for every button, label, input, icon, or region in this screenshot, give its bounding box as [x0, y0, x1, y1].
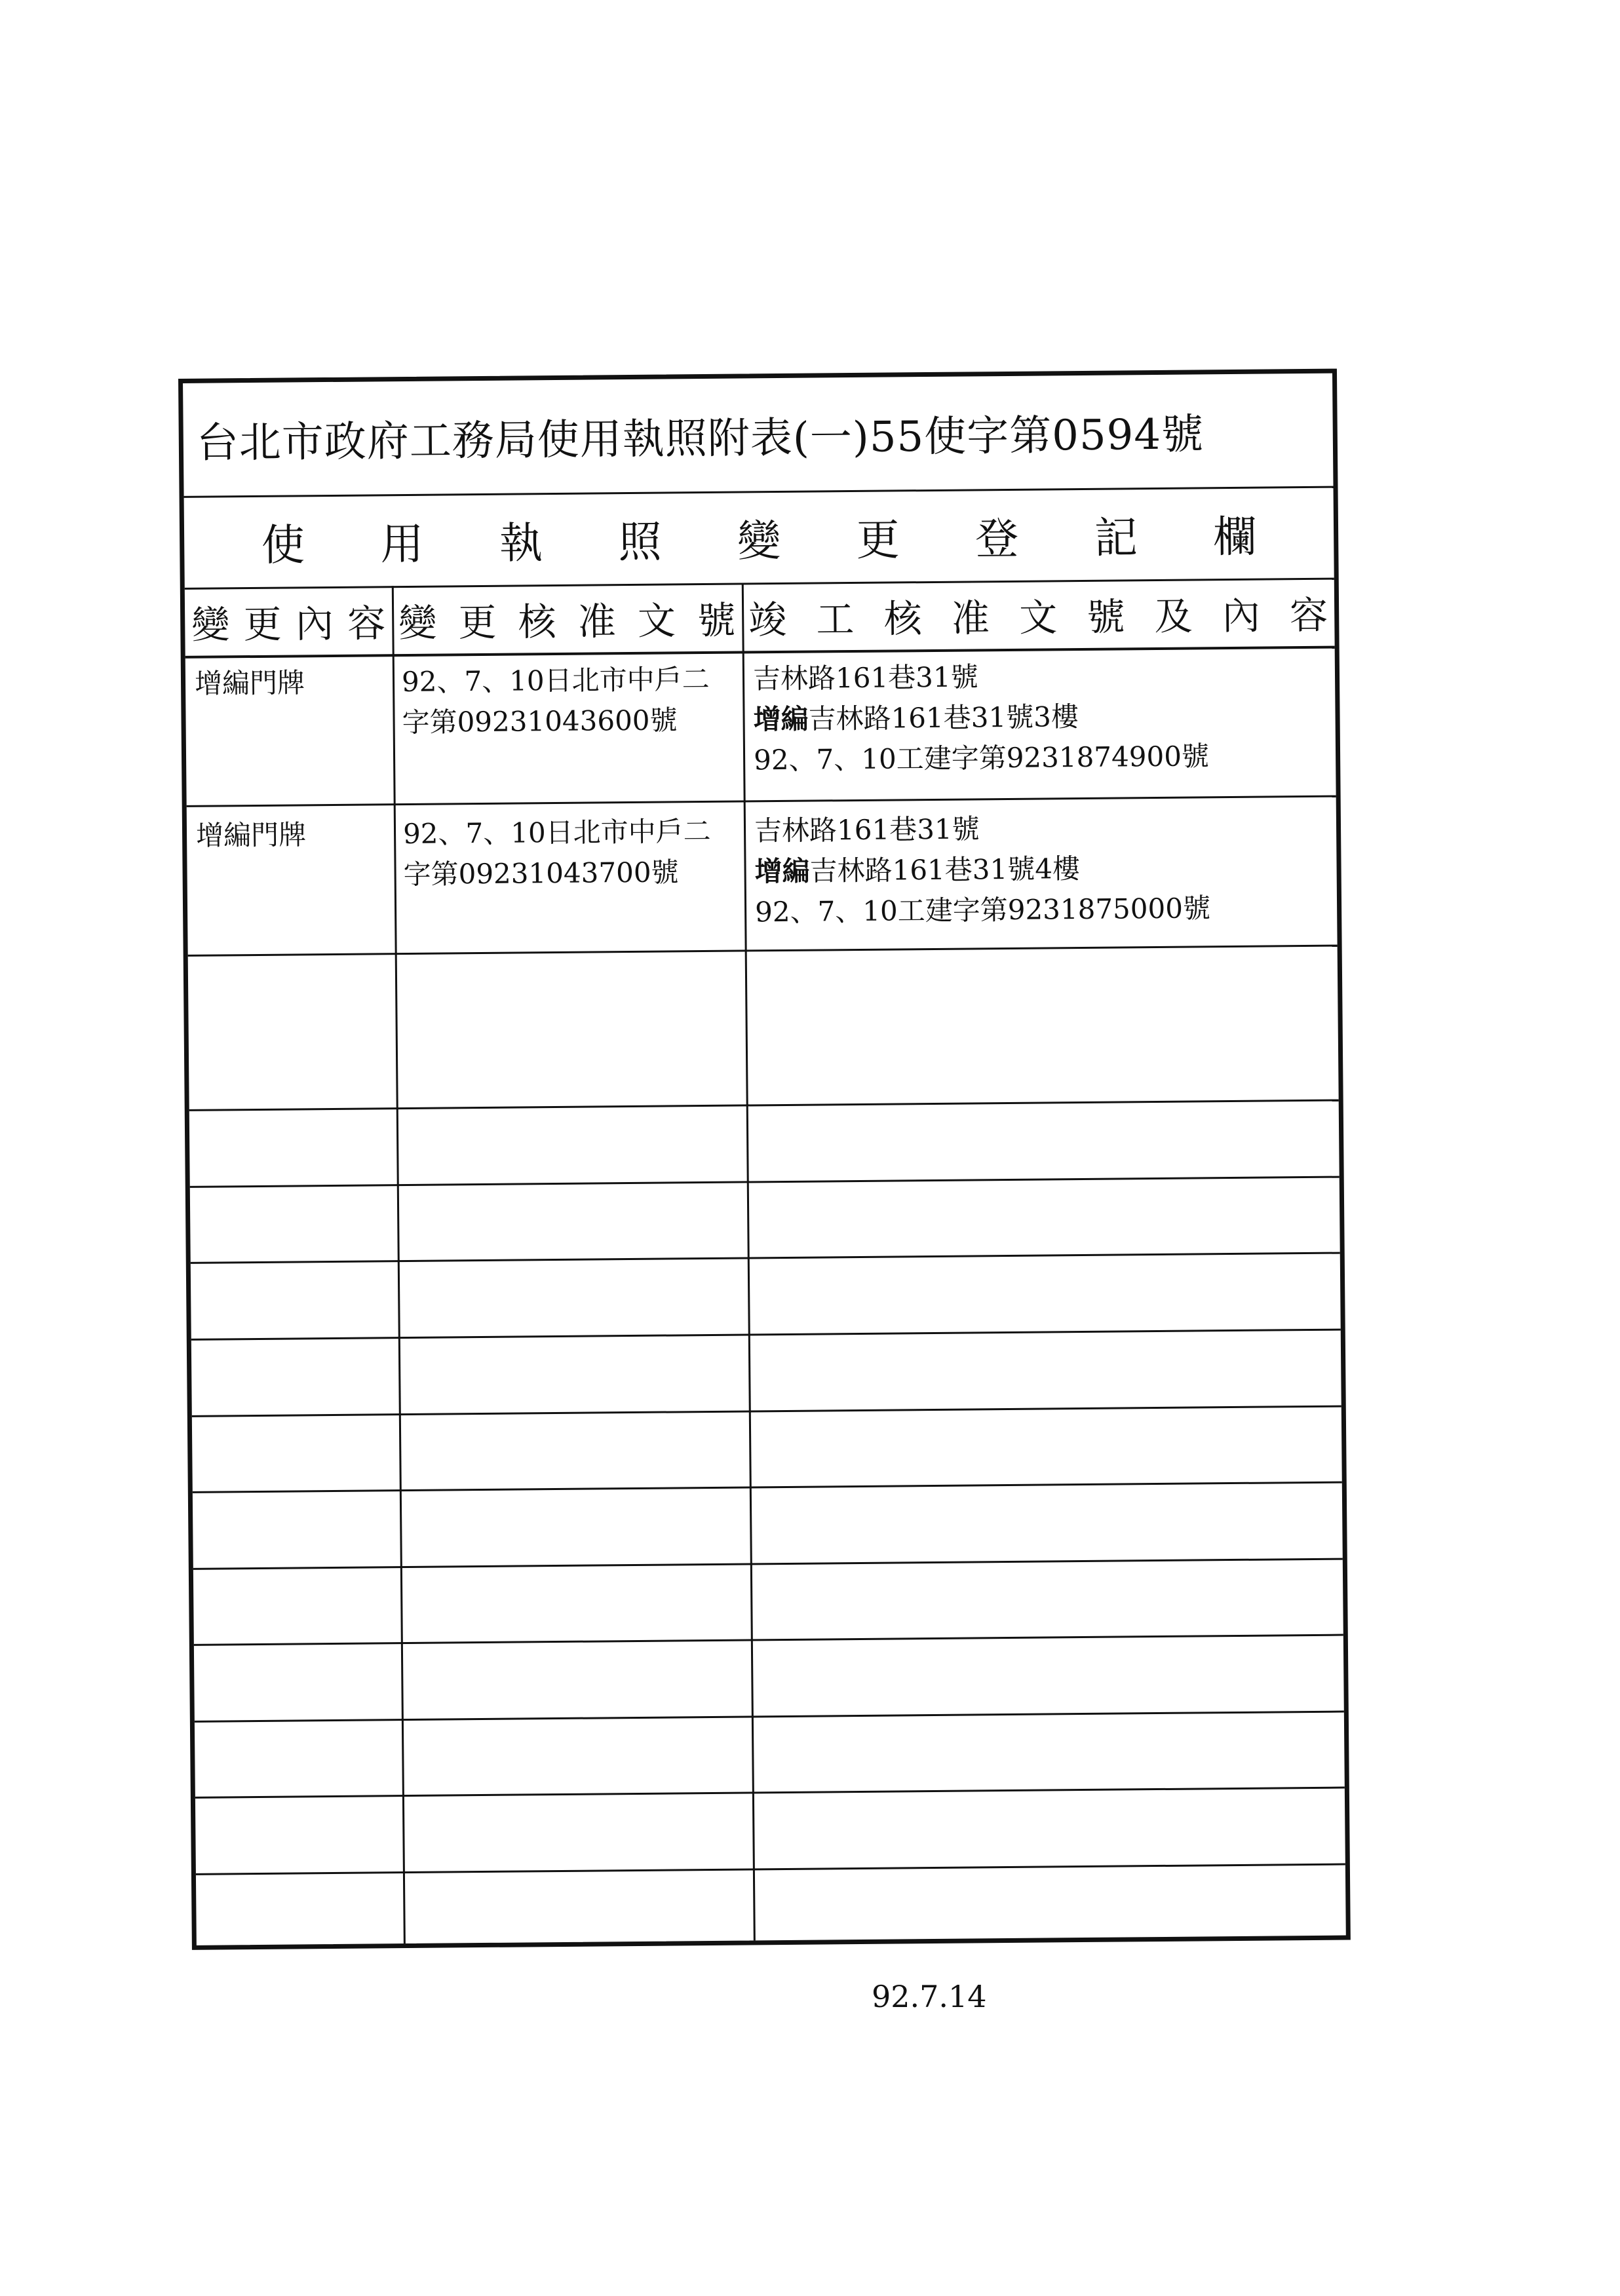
section-heading-char: 登 [974, 513, 1019, 564]
row-divider [187, 795, 1336, 807]
row-divider [196, 1864, 1345, 1875]
column-divider [742, 583, 756, 1940]
row-divider [195, 1787, 1345, 1799]
completion-address: 吉林路161巷31號3樓 [808, 700, 1079, 735]
row-divider [191, 1329, 1341, 1341]
approval-line: 92、7、10日北市中戶二 [401, 662, 710, 698]
header-char: 更 [243, 602, 282, 647]
row-divider [192, 1406, 1341, 1417]
completion-address: 吉林路161巷31號4樓 [809, 852, 1081, 887]
row-divider [195, 1711, 1344, 1723]
row-divider [190, 1176, 1340, 1188]
license-annex-table [178, 369, 1351, 1950]
header-char: 核 [518, 599, 556, 645]
header-char: 變 [191, 602, 230, 647]
header-char: 准 [577, 599, 617, 644]
header-char: 容 [347, 601, 386, 646]
completion-line: 92、7、10工建字第9231875000號 [754, 892, 1211, 928]
section-heading-char: 執 [499, 517, 543, 569]
completion-line [753, 695, 1208, 740]
header-char: 變 [398, 600, 437, 646]
header-char: 准 [951, 596, 990, 641]
completion-line [754, 847, 1210, 892]
footer-date: 92.7.14 [872, 1979, 987, 2014]
header-char: 及 [1154, 594, 1193, 640]
table-row-1-approval [402, 659, 710, 743]
header-char: 文 [637, 598, 676, 643]
header-char: 更 [458, 600, 497, 645]
approval-line: 字第09231043600號 [402, 704, 678, 739]
completion-line: 吉林路161巷31號 [752, 660, 978, 695]
table-row-2-completion [754, 807, 1210, 932]
section-heading-char: 變 [737, 515, 781, 567]
approval-line: 字第09231043700號 [403, 856, 679, 891]
row-divider [193, 1558, 1343, 1570]
header-char: 核 [883, 596, 923, 641]
row-divider [189, 1100, 1339, 1111]
header-char: 內 [295, 601, 334, 647]
document-title: 台北市政府工務局使用執照附表(一)55使字第0594號 [183, 373, 1333, 498]
column-divider [392, 586, 406, 1943]
section-heading-char: 用 [380, 518, 424, 569]
approval-line: 92、7、10日北市中戶二 [402, 814, 711, 851]
row-divider [188, 945, 1338, 957]
row-divider [193, 1482, 1342, 1493]
header-char: 號 [697, 598, 736, 643]
section-heading [184, 486, 1334, 590]
section-heading-char: 記 [1094, 512, 1138, 564]
header-char: 工 [816, 597, 855, 642]
table-row-2-approval [403, 811, 712, 895]
completion-line: 吉林路161巷31號 [754, 813, 980, 847]
header-char: 容 [1289, 592, 1328, 638]
section-heading-char: 欄 [1212, 511, 1257, 562]
row-divider [191, 1252, 1340, 1264]
table-row-2-change: 增編門牌 [195, 818, 307, 852]
column-header-change-content [185, 586, 393, 656]
section-heading-char: 更 [856, 514, 900, 565]
column-header-completion-approval [742, 578, 1335, 651]
header-char: 竣 [748, 597, 787, 643]
header-char: 號 [1087, 594, 1125, 640]
column-header-approval-number [392, 583, 742, 655]
section-heading-char: 照 [618, 516, 662, 567]
completion-tag: 增編 [754, 854, 810, 888]
header-char: 內 [1222, 593, 1261, 639]
completion-tag: 增編 [753, 702, 809, 736]
table-row-1-change: 增編門牌 [194, 666, 305, 700]
header-char: 文 [1018, 595, 1058, 640]
row-divider [194, 1634, 1343, 1646]
section-heading-char: 使 [261, 519, 305, 571]
completion-line: 92、7、10工建字第9231874900號 [753, 740, 1210, 776]
table-row-1-completion [753, 655, 1209, 780]
column-header-row [185, 578, 1335, 659]
